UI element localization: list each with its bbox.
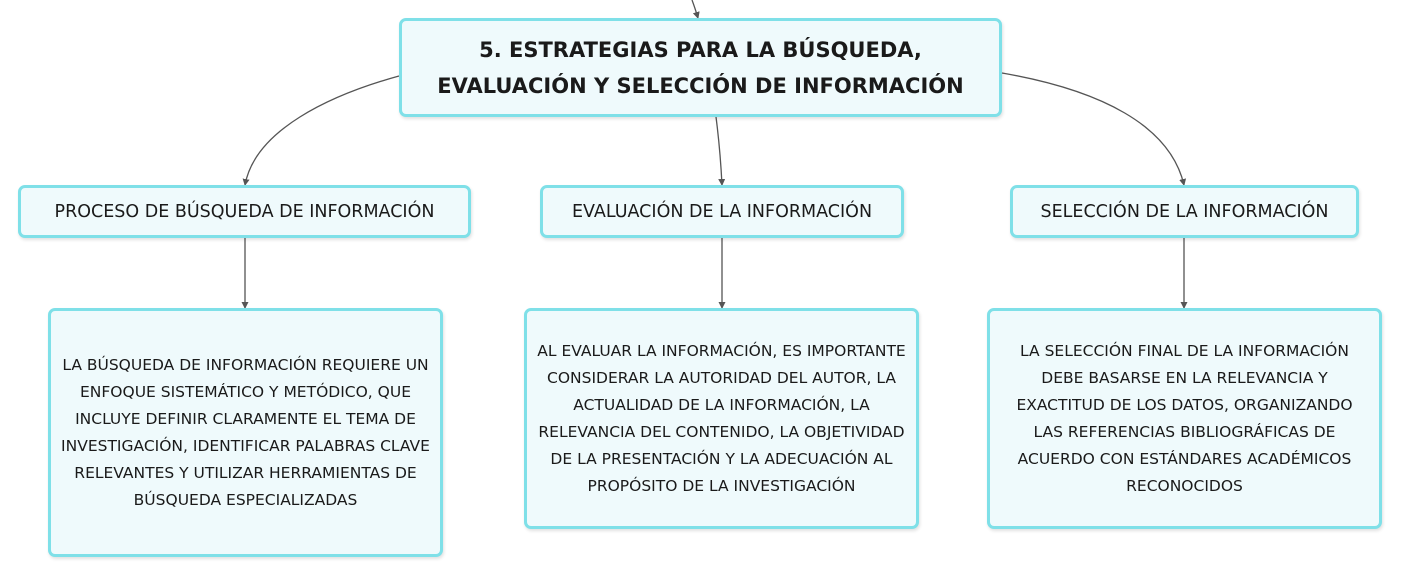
detail-busqueda-text: LA BÚSQUEDA DE INFORMACIÓN REQUIERE UN ENFOQUE SISTEMÁTICO Y METÓDICO, QUE INCLUYE DEFINIR CLARAMENTE EL TEMA DE INVESTIGACIÓN, IDENTIFICAR PALABRAS CLAVE RELEVANTES Y UTILIZAR HERRAMIENTAS DE BÚSQUEDA ESPECIALIZADAS (61, 355, 430, 509)
detail-busqueda[interactable] (48, 308, 443, 557)
branch-evaluacion-label: EVALUACIÓN DE LA INFORMACIÓN (571, 201, 873, 222)
detail-evaluacion[interactable] (524, 308, 919, 529)
connector-root-to-evaluacion (716, 117, 722, 185)
detail-seleccion[interactable] (987, 308, 1382, 529)
root-topic-title: 5. ESTRATEGIAS PARA LA BÚSQUEDA, EVALUACIÓN Y SELECCIÓN DE INFORMACIÓN (437, 37, 964, 98)
connector-root-to-busqueda (245, 76, 399, 185)
root-topic[interactable] (399, 18, 1002, 117)
branch-busqueda-label: PROCESO DE BÚSQUEDA DE INFORMACIÓN (54, 201, 435, 222)
connector-incoming-root (692, 0, 698, 18)
branch-seleccion-label: SELECCIÓN DE LA INFORMACIÓN (1040, 201, 1329, 222)
branch-evaluacion[interactable] (540, 185, 904, 238)
detail-seleccion-text: LA SELECCIÓN FINAL DE LA INFORMACIÓN DEBE BASARSE EN LA RELEVANCIA Y EXACTITUD DE LOS DATOS, ORGANIZANDO LAS REFERENCIAS BIBLIOGRÁFICAS DE ACUERDO CON ESTÁNDARES ACADÉMICOS RECONOCIDOS (1016, 341, 1353, 495)
connector-root-to-seleccion (1002, 73, 1184, 185)
branch-seleccion[interactable] (1010, 185, 1359, 238)
branch-busqueda[interactable] (18, 185, 471, 238)
detail-evaluacion-text: AL EVALUAR LA INFORMACIÓN, ES IMPORTANTE CONSIDERAR LA AUTORIDAD DEL AUTOR, LA ACTUALIDAD DE LA INFORMACIÓN, LA RELEVANCIA DEL CONTENIDO, LA OBJETIVIDAD DE LA PRESENTACIÓN Y LA ADECUACIÓN AL PROPÓSITO DE LA INVESTIGACIÓN (537, 341, 906, 495)
